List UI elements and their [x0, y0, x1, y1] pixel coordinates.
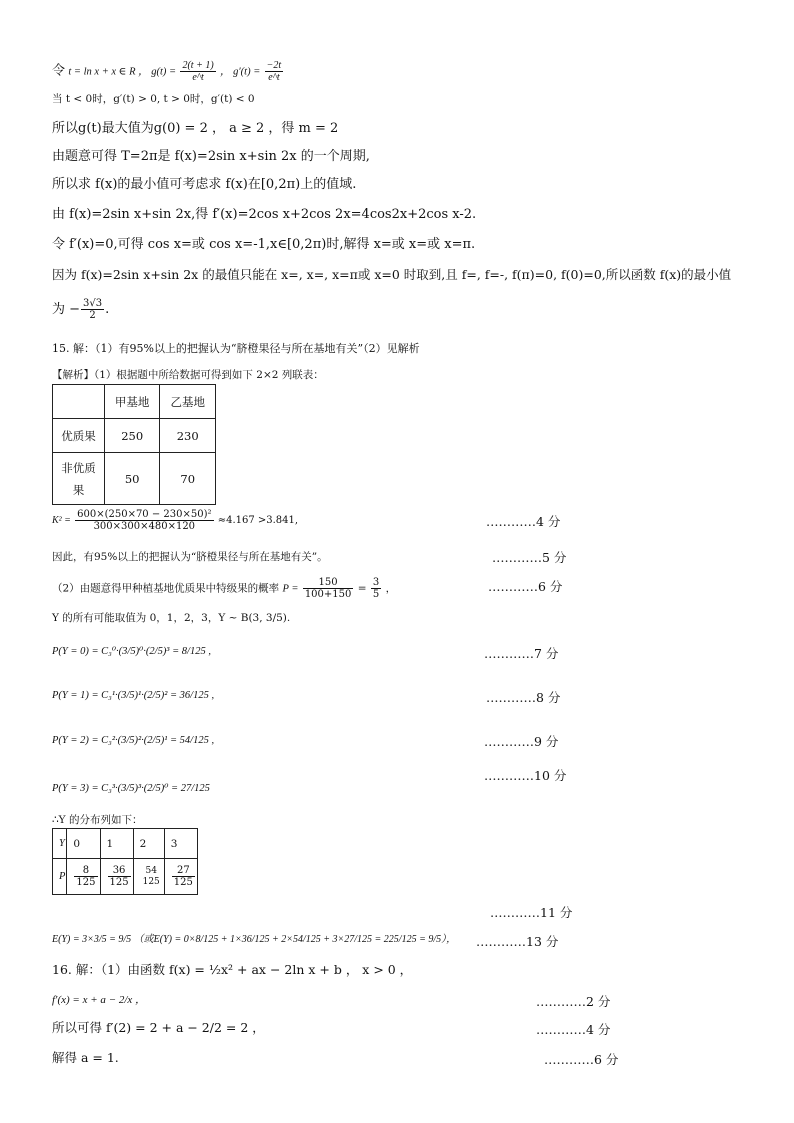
score-13: …………13 分 [476, 934, 559, 949]
frac-den: e^t [192, 72, 204, 83]
line-derivative: 由 f(x)=2sin x+sin 2x,得 f′(x)=2cos x+2cos 2x=4cos2x+2cos x-2. [52, 207, 477, 222]
line-extrema: 因为 f(x)=2sin x+sin 2x 的最值只能在 x=, x=, x=π或 x=0 时取到,且 f=, f=-, f(π)=0, f(0)=0,所以函数 f(x)的最小值 [52, 267, 732, 282]
table-cell: 230 [160, 419, 216, 453]
q15-analysis: 【解析】（1）根据题中所给数据可得到如下 2×2 列联表： [52, 369, 324, 381]
score-4: …………4 分 [486, 514, 561, 529]
contingency-table [52, 384, 216, 505]
fraction-gprime [265, 60, 284, 83]
frac-den: 2 [89, 310, 96, 321]
text-k2-result: ≈4.167 >3.841, [217, 515, 299, 526]
line-sign-analysis: 当 t < 0时，g′(t) > 0, t > 0时，g′(t) < 0 [52, 93, 255, 105]
text-k2: K² = [52, 515, 71, 526]
dist-cell [67, 859, 100, 895]
frac-num: 8 [74, 865, 97, 877]
table-header-cell: 乙基地 [160, 385, 216, 419]
line-y-values: Y 的所有可能取值为 0，1，2，3，Y ~ B(3, 3/5). [52, 612, 291, 624]
dist-cell: 3 [164, 829, 197, 859]
score-9: …………9 分 [484, 734, 559, 749]
frac-den: 300×300×480×120 [93, 521, 196, 532]
dist-title: ∴Y 的分布列如下： [52, 814, 143, 826]
q16-derivative: f′(x) = x + a − 2/x ， [52, 994, 147, 1006]
fraction-3-5 [371, 577, 381, 600]
dist-cell [164, 859, 197, 895]
table-cell: 250 [104, 419, 160, 453]
line-p2: P(Y = 2) = C₃²·(3/5)²·(2/5)¹ = 54/125 , [52, 735, 215, 746]
frac-num: 2(t + 1) [182, 60, 214, 71]
score-16-4: …………4 分 [536, 1022, 611, 1037]
fraction-k2 [75, 509, 213, 532]
fraction-p1 [108, 865, 131, 888]
score-5: …………5 分 [492, 550, 567, 565]
dist-cell: 2 [133, 829, 164, 859]
q16-heading: 16. 解：（1）由函数 f(x) = ½x² + ax − 2ln x + b ， x > 0 ， [52, 962, 413, 977]
frac-den: 125 [142, 876, 160, 887]
score-16-2: …………2 分 [536, 994, 611, 1009]
text-gprime: ， g′(t) = [220, 66, 261, 78]
line-k2 [52, 509, 298, 532]
dist-cell: 0 [67, 829, 100, 859]
fraction-min [81, 298, 104, 321]
text-min-prefix: 为 − [52, 302, 81, 317]
text-prob-desc: （2）由题意得甲种植基地优质果中特级果的概率 [52, 582, 280, 595]
fraction-g [180, 60, 215, 83]
text-period: . [105, 302, 110, 317]
score-11: …………11 分 [490, 905, 573, 920]
frac-num: 600×(250×70 − 230×50)² [77, 509, 212, 520]
score-6: …………6 分 [488, 579, 563, 594]
dist-cell [133, 859, 164, 895]
text-p-eq: P = [282, 583, 299, 595]
line-expectation: E(Y) = 3×3/5 = 9/5 （或E(Y) = 0×8/125 + 1×36/125 + 2×54/125 + 3×27/125 = 225/125 = 9/5）， [52, 934, 457, 945]
dist-cell-label: Y [53, 829, 67, 859]
fraction-p3 [172, 865, 195, 888]
dist-cell: 1 [100, 829, 133, 859]
score-10: …………10 分 [484, 768, 567, 783]
line-min-value [52, 298, 109, 321]
table-row-label: 优质果 [53, 419, 105, 453]
text-let: 令 [52, 63, 66, 79]
score-8: …………8 分 [486, 690, 561, 705]
table-cell: 50 [104, 453, 160, 505]
frac-num: 150 [303, 577, 354, 589]
frac-num: 36 [108, 865, 131, 877]
fraction-p2 [141, 866, 162, 888]
table-row-label: 非优质果 [53, 453, 105, 505]
table-cell: 70 [160, 453, 216, 505]
fraction-150 [303, 577, 354, 600]
frac-num: 3√3 [83, 298, 103, 309]
text-comma: ， [385, 582, 397, 595]
text-t-def: t = ln x + x ∈ R ， g(t) = [68, 66, 177, 78]
line-let-t [52, 60, 284, 83]
frac-num: 3 [372, 577, 380, 588]
line-p0: P(Y = 0) = C₃⁰·(3/5)⁰·(2/5)³ = 8/125 , [52, 646, 211, 657]
line-period: 由题意可得 T=2π是 f(x)=2sin x+sin 2x 的一个周期, [52, 149, 370, 164]
score-16-6: …………6 分 [544, 1052, 619, 1067]
dist-cell-label: P [53, 859, 67, 895]
frac-den: e^t [268, 72, 280, 83]
line-p3: P(Y = 3) = C₃³·(3/5)³·(2/5)⁰ = 27/125 [52, 783, 210, 794]
line-range: 所以求 f(x)的最小值可考虑求 f(x)在[0,2π)上的值域. [52, 177, 357, 192]
frac-den: 125 [109, 877, 129, 888]
frac-num: −2t [266, 60, 282, 71]
line-max-g: 所以g(t)最大值为g(0) = 2 ， a ≥ 2 ，得 m = 2 [52, 121, 339, 136]
distribution-table [52, 828, 198, 895]
frac-den: 100+150 [304, 589, 352, 600]
text-eq: = [357, 582, 367, 595]
frac-den: 5 [372, 589, 380, 600]
line-p1: P(Y = 1) = C₃¹·(3/5)¹·(2/5)² = 36/125 , [52, 690, 215, 701]
frac-num: 54 [145, 865, 157, 876]
line-conclusion: 因此，有95%以上的把握认为“脐橙果径与所在基地有关”。 [52, 551, 328, 563]
q16-a: 解得 a = 1. [52, 1050, 119, 1065]
score-7: …………7 分 [484, 646, 559, 661]
line-roots: 令 f′(x)=0,可得 cos x=或 cos x=-1,x∈[0,2π)时,解得 x=或 x=或 x=π. [52, 237, 476, 252]
q16-f2: 所以可得 f′(2) = 2 + a − 2/2 = 2 ， [52, 1020, 265, 1035]
fraction-p0 [74, 865, 97, 888]
frac-den: 125 [173, 877, 193, 888]
frac-den: 125 [76, 877, 96, 888]
dist-cell [100, 859, 133, 895]
frac-num: 27 [172, 865, 195, 877]
table-header-cell: 甲基地 [104, 385, 160, 419]
table-header-cell [53, 385, 105, 419]
line-prob-p [52, 577, 396, 600]
q15-heading: 15. 解：（1）有95%以上的把握认为“脐橙果径与所在基地有关”（2）见解析 [52, 342, 420, 355]
